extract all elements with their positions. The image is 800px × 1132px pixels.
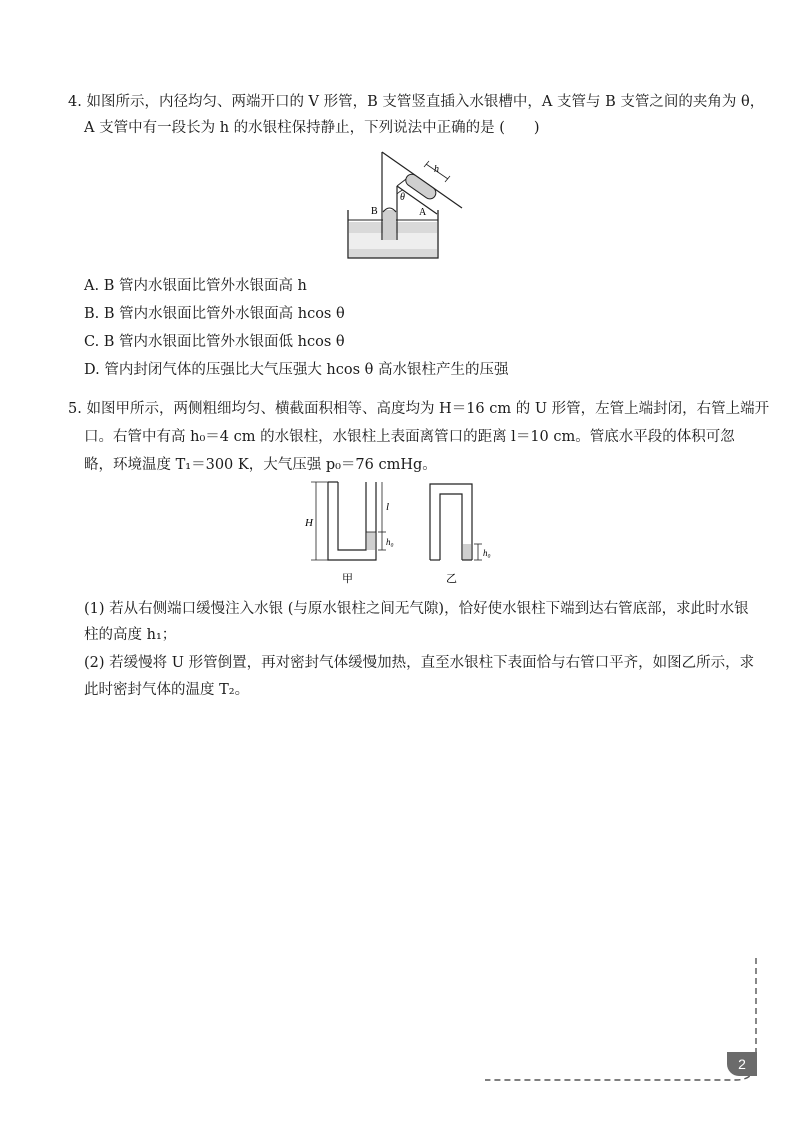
q4-option-a: A. B 管内水银面比管外水银面高 h <box>84 278 307 294</box>
q5-stem-line3: 略，环境温度 T₁＝300 K，大气压强 p₀＝76 cmHg。 <box>84 457 437 473</box>
q4-stem-line1: 4. 如图所示，内径均匀、两端开口的 V 形管，B 支管竖直插入水银槽中，A 支管与 B 支管之间的夹角为 θ， <box>68 94 765 110</box>
label-l: l <box>386 501 390 513</box>
q4-stem-line2: A 支管中有一段长为 h 的水银柱保持静止，下列说法中正确的是 ( ) <box>84 120 540 136</box>
label-b: B <box>371 206 378 217</box>
caption-jia: 甲 <box>342 573 353 585</box>
q5-stem-line2: 口。右管中有高 h₀＝4 cm 的水银柱，水银柱上表面离管口的距离 l＝10 cm。管底水平段的体积可忽 <box>84 429 735 445</box>
q5-stem-line1: 5. 如图甲所示，两侧粗细均匀、横截面积相等、高度均为 H＝16 cm 的 U 形管，左管上端封闭，右管上端开 <box>68 401 770 417</box>
q4-option-c: C. B 管内水银面比管外水银面低 hcos θ <box>84 334 345 350</box>
q4-option-b: B. B 管内水银面比管外水银面高 hcos θ <box>84 306 345 322</box>
q5-sub2-line2: 此时密封气体的温度 T₂。 <box>84 682 250 698</box>
q4-option-d: D. 管内封闭气体的压强比大气压强大 hcos θ 高水银柱产生的压强 <box>84 362 509 378</box>
q5-sub1-line1: (1) 若从右侧端口缓慢注入水银 (与原水银柱之间无气隙)，恰好使水银柱下端到达右管底部，求此时水银 <box>84 601 749 617</box>
label-h0-left: h₀ <box>386 537 394 547</box>
page-number: 2 <box>727 1052 757 1076</box>
label-h: h <box>434 164 439 175</box>
label-h0-right: h₀ <box>483 548 491 558</box>
caption-yi: 乙 <box>446 573 457 585</box>
label-a: A <box>419 207 427 218</box>
q5-sub2-line1: (2) 若缓慢将 U 形管倒置，再对密封气体缓慢加热，直至水银柱下表面恰与右管口平齐，如图乙所示，求 <box>84 655 755 671</box>
q5-sub1-line2: 柱的高度 h₁； <box>84 627 177 643</box>
label-theta: θ <box>400 192 405 203</box>
label-H: H <box>305 517 313 529</box>
